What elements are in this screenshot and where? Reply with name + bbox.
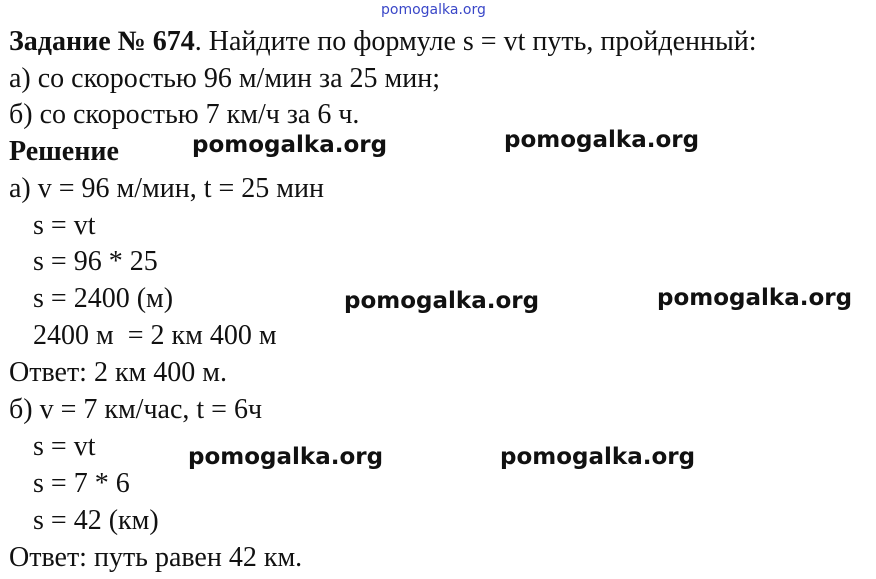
watermark: pomogalka.org [504,127,700,153]
solution-b-step: s = vt [33,431,96,462]
watermark: pomogalka.org [344,288,540,314]
solution-b-given: б) v = 7 км/час, t = 6ч [9,394,263,425]
task-item-b: б) со скоростью 7 км/ч за 6 ч. [9,99,360,130]
watermark: pomogalka.org [188,444,384,470]
solution-a-step: 2400 м = 2 км 400 м [33,320,277,351]
watermark: pomogalka.org [500,444,696,470]
solution-b-step: s = 42 (км) [33,505,159,536]
header-watermark: pomogalka.org [381,2,486,18]
solution-a-step: s = 2400 (м) [33,283,174,314]
solution-heading: Решение [9,136,119,167]
watermark: pomogalka.org [657,285,853,311]
solution-a-given: а) v = 96 м/мин, t = 25 мин [9,173,324,204]
solution-b-answer: Ответ: путь равен 42 км. [9,542,303,573]
task-title: Задание № 674 [9,26,195,57]
task-item-a: а) со скоростью 96 м/мин за 25 мин; [9,63,440,94]
solution-a-step: s = vt [33,210,96,241]
solution-a-step: s = 96 * 25 [33,246,158,277]
solution-b-step: s = 7 * 6 [33,468,130,499]
task-text: . Найдите по формуле s = vt путь, пройденный: [194,26,757,57]
task-statement [9,26,757,58]
watermark: pomogalka.org [192,132,388,158]
solution-a-answer: Ответ: 2 км 400 м. [9,357,227,388]
